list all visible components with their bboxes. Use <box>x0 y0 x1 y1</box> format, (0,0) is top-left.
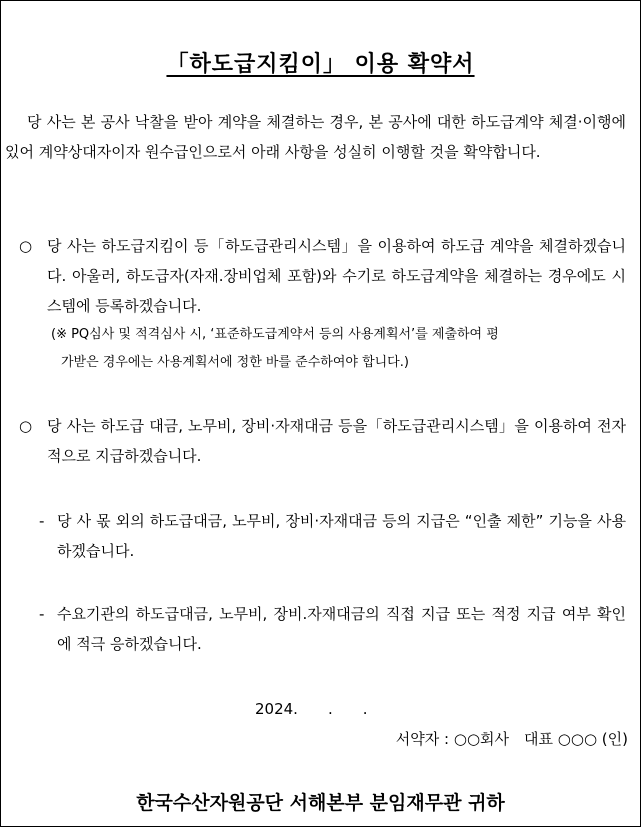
pledge-item-2 <box>19 411 626 471</box>
circle-bullet-icon: ○ <box>19 417 33 435</box>
recipient-line: 한국수산자원공단 서해본부 분임재무관 귀하 <box>136 792 505 814</box>
pledge-item-2-text: 당 사는 하도급 대금, 노무비, 장비·자재대금 등을「하도급관리시스템」을 이용하여 전자적으로 지급하겠습니다. <box>47 417 626 465</box>
sub-item-2-text: 수요기관의 하도급대금, 노무비, 장비.자재대금의 직접 지급 또는 적정 지급 여부 확인에 적극 응하겠습니다. <box>57 605 626 653</box>
circle-bullet-icon: ○ <box>19 237 33 255</box>
pledge-item-1-note <box>47 321 626 377</box>
pledge-item-1 <box>19 231 626 377</box>
document-title-text: 「하도급지킴이」 이용 확약서 <box>166 52 475 77</box>
pledge-item-1-text: 당 사는 하도급지킴이 등「하도급관리시스템」을 이용하여 하도급 계약을 체결하겠습니다. 아울러, 하도급자(자재.장비업체 포함)와 수기로 하도급계약을 체결하는 경우에도 시스템에 등록하겠습니다. <box>47 237 626 315</box>
note-line-2: 가받은 경우에는 사용계획서에 정한 바를 준수하여야 합니다.) <box>61 355 409 370</box>
intro-paragraph: 당 사는 본 공사 낙찰을 받아 계약을 체결하는 경우, 본 공사에 대한 하도급계약 체결·이행에 있어 계약상대자이자 원수급인으로서 아래 사항을 성실히 이행할 것을 확약합니다. <box>5 113 626 161</box>
note-line-1: (※ PQ심사 및 적격심사 시, ‘표준하도급계약서 등의 사용계획서’를 제출하여 평 <box>51 327 499 342</box>
signer-line: 서약자 : ○○회사 대표 ○○○ (인) <box>395 730 628 748</box>
dash-bullet-icon: - <box>39 605 45 623</box>
sub-item-1 <box>39 506 626 566</box>
pledge-date: 2024. . . <box>255 700 368 718</box>
sub-item-1-text: 당 사 몫 외의 하도급대금, 노무비, 장비·자재대금 등의 지급은 “인출 제한” 기능을 사용하겠습니다. <box>57 512 626 560</box>
document-title <box>1 47 640 78</box>
dash-bullet-icon: - <box>39 512 45 530</box>
sub-item-2 <box>39 599 626 659</box>
